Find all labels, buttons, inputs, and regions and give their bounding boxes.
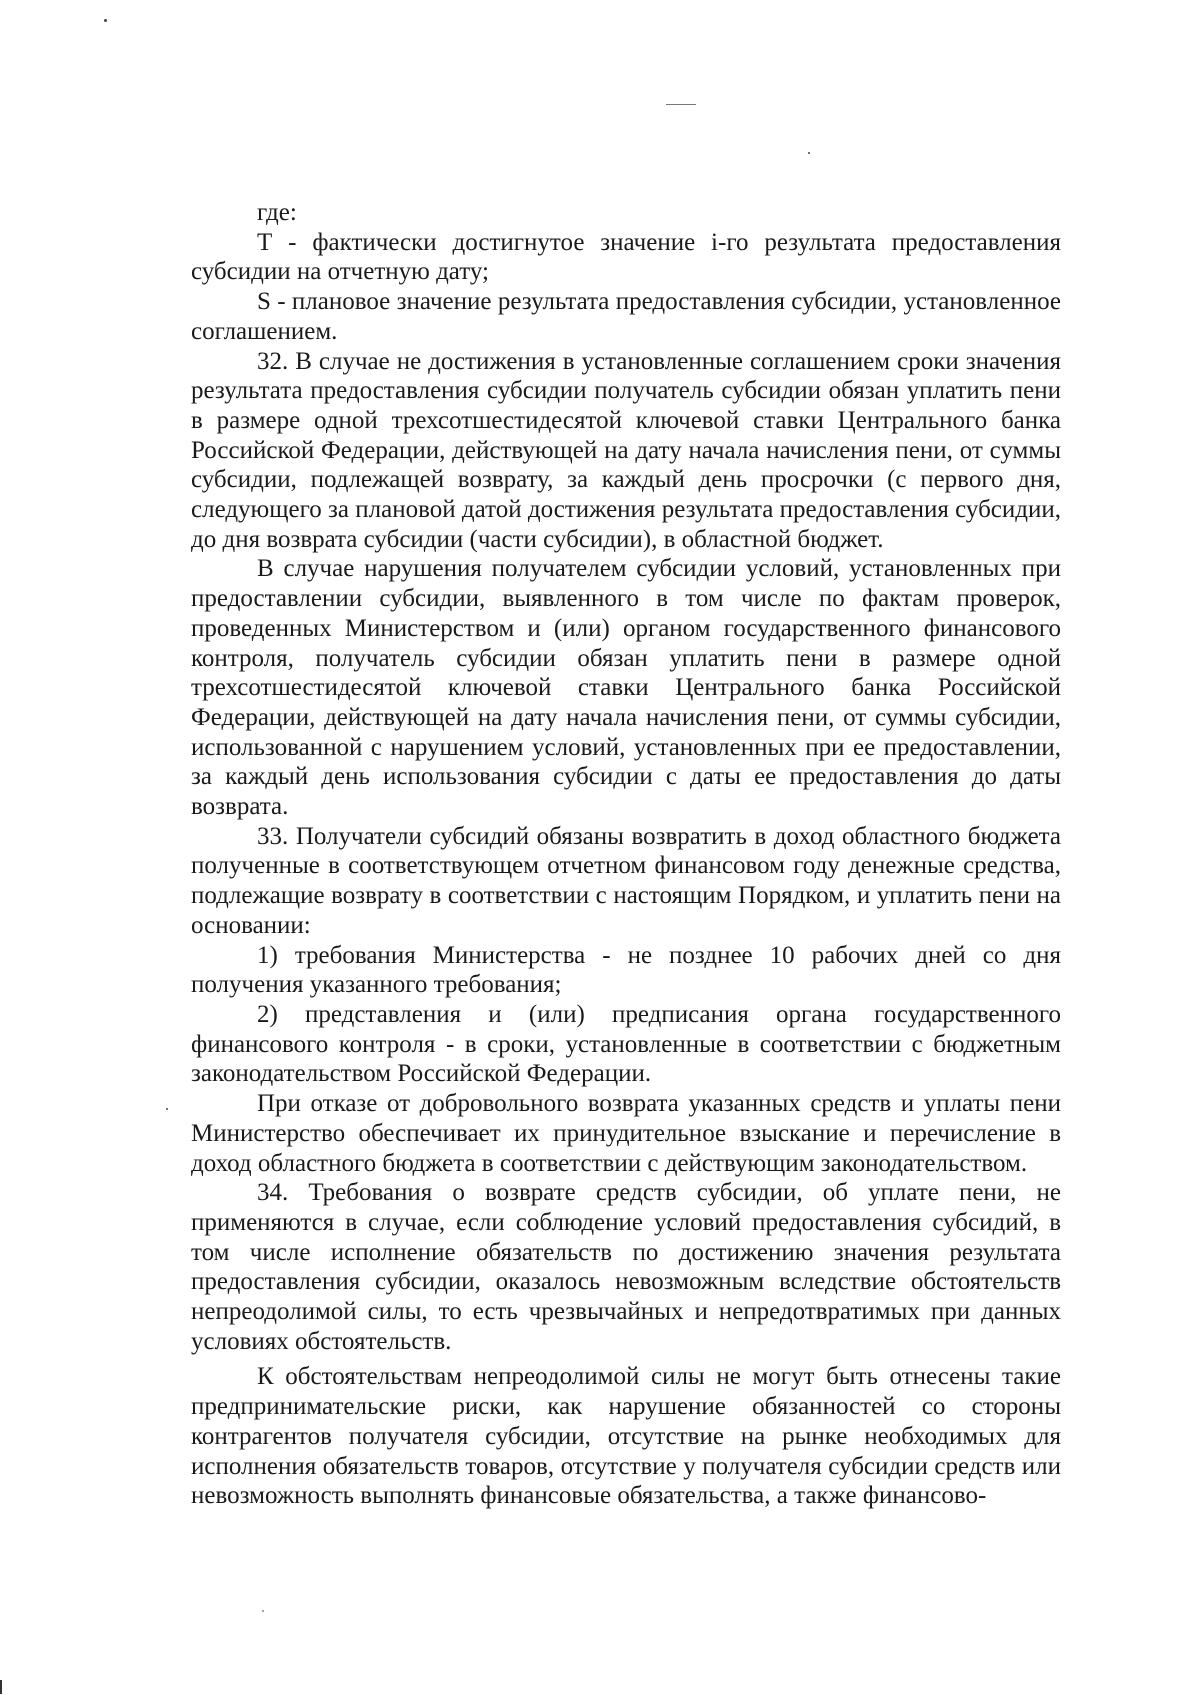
scan-speck [104, 19, 107, 22]
scan-speck [166, 1108, 168, 1110]
paragraph-s-definition: S - плановое значение результата предоставления субсидии, установленное соглашением. [191, 288, 1061, 345]
paragraph-where: где: [257, 199, 297, 226]
paragraph-item-33: 33. Получатели субсидий обязаны возвратить в доход областного бюджета полученные в соответствующем отчетном финансовом году денежные средства, подлежащие возврату в соответствии с настоящим Порядком, и уплатить пени на основании: [191, 822, 1061, 939]
scan-speck [262, 1610, 264, 1612]
paragraph-item-32: 32. В случае не достижения в установленные соглашением сроки значения результата предоставления субсидии получатель субсидии обязан уплатить пени в размере одной трехсотшестидесятой ключевой ставки Центрального банка Российской Федерации, действующей на дату начала начисления пени, от суммы субсидии, подлежащей возврату, за каждый день просрочки (с первого дня, следующего за плановой датой достижения результата предоставления субсидии, до дня возврата субсидии (части субсидии), в областной бюджет. [191, 347, 1061, 553]
document-body [191, 198, 1061, 1511]
paragraph-item-34: 34. Требования о возврате средств субсидии, об уплате пени, не применяются в случае, если соблюдение условий предоставления субсидий, в том числе исполнение обязательств по достижению значения результата предоставления субсидии, оказалось невозможным вследствие обстоятельств непреодолимой силы, то есть чрезвычайных и непредотвратимых при данных условиях обстоятельств. [191, 1179, 1061, 1355]
scan-dash-mark [666, 104, 696, 105]
paragraph-subitem-1: 1) требования Министерства - не позднее 10 рабочих дней со дня получения указанного требования; [191, 941, 1061, 999]
paragraph-refusal: При отказе от добровольного возврата указанных средств и уплаты пени Министерство обеспечивает их принудительное взыскание и перечисление в доход областного бюджета в соответствии с действующим законодательством. [191, 1090, 1061, 1177]
scan-edge-mark [0, 1680, 2, 1694]
paragraph-violation-case: В случае нарушения получателем субсидии условий, установленных при предоставлении субсидии, выявленного в том числе по фактам проверок, проведенных Министерством и (или) органом государственного финансового контроля, получатель субсидии обязан уплатить пени в размере одной трехсотшестидесятой ключевой ставки Центрального банка Российской Федерации, действующей на дату начала начисления пени, от суммы субсидии, использованной с нарушением условий, установленных при ее предоставлении, за каждый день использования субсидии с даты ее предоставления до даты возврата. [191, 555, 1061, 821]
paragraph-force-majeure: К обстоятельствам непреодолимой силы не могут быть отнесены такие предпринимательские риски, как нарушение обязанностей со стороны контрагентов получателя субсидии, отсутствие на рынке необходимых для исполнения обязательств товаров, отсутствие у получателя субсидии средств или невозможность выполнять финансовые обязательства, а также финансово- [191, 1363, 1061, 1510]
paragraph-t-definition: Т - фактически достигнутое значение i-го результата предоставления субсидии на отчетную дату; [191, 228, 1061, 286]
scan-speck [808, 152, 810, 154]
paragraph-subitem-2: 2) представления и (или) предписания органа государственного финансового контроля - в сроки, установленные в соответствии с бюджетным законодательством Российской Федерации. [191, 1000, 1061, 1088]
